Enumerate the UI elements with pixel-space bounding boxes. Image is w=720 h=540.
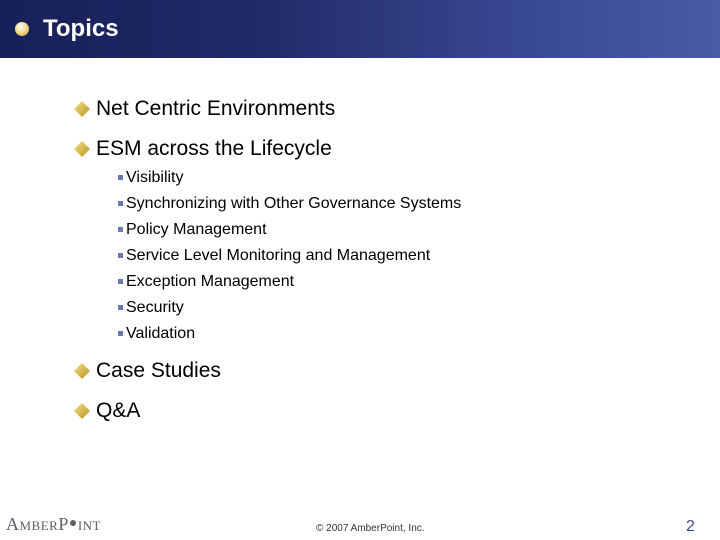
diamond-bullet-icon xyxy=(74,141,90,157)
square-bullet-icon xyxy=(118,227,123,232)
topic-label: Net Centric Environments xyxy=(96,97,336,120)
title-bar xyxy=(0,0,720,58)
subtopic-label: Visibility xyxy=(126,169,184,186)
slide-title: Topics xyxy=(43,15,119,42)
subtopic-label: Exception Management xyxy=(126,273,295,290)
square-bullet-icon xyxy=(118,201,123,206)
subtopic-label: Policy Management xyxy=(126,221,267,238)
logo-part: P xyxy=(58,514,69,534)
amberpoint-logo xyxy=(6,514,101,534)
topic-label: ESM across the Lifecycle xyxy=(96,137,332,160)
circle-bullet-icon xyxy=(15,22,29,36)
logo-part: INT xyxy=(77,518,101,533)
logo-dot-icon: ● xyxy=(68,516,78,531)
copyright-text: © 2007 AmberPoint, Inc. xyxy=(316,523,425,534)
square-bullet-icon xyxy=(118,279,123,284)
subtopic-label: Validation xyxy=(126,325,196,342)
diamond-bullet-icon xyxy=(74,363,90,379)
square-bullet-icon xyxy=(118,331,123,336)
logo-part: MBER xyxy=(19,518,59,533)
square-bullet-icon xyxy=(118,175,123,180)
subtopic-label: Security xyxy=(126,299,184,316)
topic-label: Q&A xyxy=(96,399,141,422)
square-bullet-icon xyxy=(118,305,123,310)
subtopic-label: Service Level Monitoring and Management xyxy=(126,247,431,264)
page-number: 2 xyxy=(686,518,695,535)
subtopic-label: Synchronizing with Other Governance Systems xyxy=(126,195,462,212)
square-bullet-icon xyxy=(118,253,123,258)
logo-part: A xyxy=(6,514,20,534)
diamond-bullet-icon xyxy=(74,403,90,419)
topic-label: Case Studies xyxy=(96,359,221,382)
diamond-bullet-icon xyxy=(74,101,90,117)
